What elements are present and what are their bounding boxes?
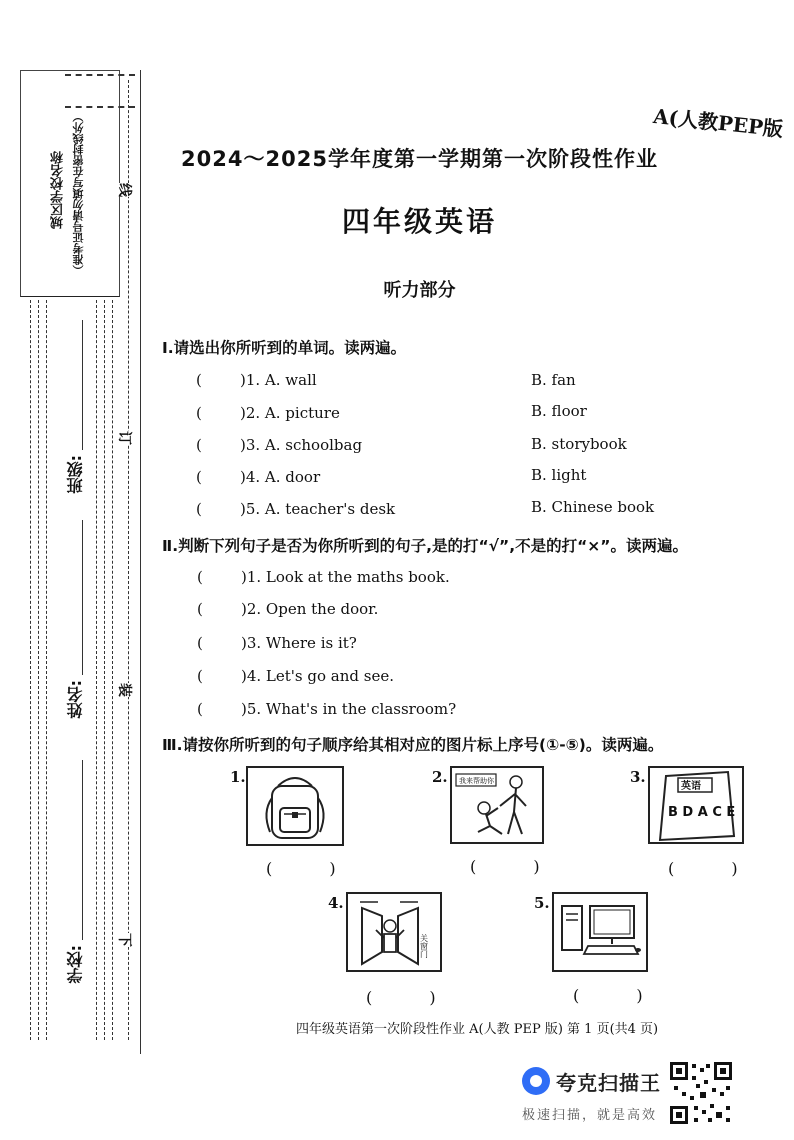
open-door-icon <box>348 894 440 970</box>
answer-paren[interactable]: ( <box>197 700 203 718</box>
page-title: 2024～2025学年度第一学期第一次阶段性作业 <box>181 147 658 171</box>
part2-heading: Ⅱ.判断下列句子是否为你所听到的句子,是的打“√”,不是的打“×”。读两遍。 <box>162 537 688 555</box>
part1-item-5-option-b: B. Chinese book <box>531 498 655 516</box>
scanner-logo-icon <box>522 1067 550 1095</box>
option-a: )3. A. schoolbag <box>240 436 363 454</box>
picture-5-answer[interactable]: ( ) <box>573 986 669 1005</box>
part1-heading: Ⅰ.请选出你所听到的单词。读两遍。 <box>162 339 407 357</box>
part3-heading: Ⅲ.请按你所听到的句子顺序给其相对应的图片标上序号(①-⑤)。读两遍。 <box>162 736 664 754</box>
cut-word-mount: 装 <box>115 683 135 697</box>
answer-paren[interactable]: ( <box>196 404 202 422</box>
option-a: )4. A. door <box>240 468 321 486</box>
section-title: 听力部分 <box>383 280 456 301</box>
sealed-box-text-2: （准考证号请勿填写在密封线外） <box>72 111 85 276</box>
picture-4 <box>346 892 442 972</box>
part1-item-4 <box>196 468 320 486</box>
cut-word-below: 下 <box>115 933 135 947</box>
subject-title: 四年级英语 <box>341 205 497 238</box>
answer-paren[interactable]: ( <box>196 371 202 389</box>
part2-item-3 <box>197 634 357 652</box>
picture-3-caption: 英语 <box>681 781 701 792</box>
scanner-slogan: 极速扫描，就是高效 <box>522 1108 658 1123</box>
picture-4-number: 4. <box>328 894 344 912</box>
page-footer: 四年级英语第一次阶段性作业 A(人教 PEP 版) 第 1 页(共4 页) <box>296 1022 659 1037</box>
english-book-icon <box>650 768 742 842</box>
answer-paren[interactable]: ( <box>196 436 202 454</box>
answer-paren[interactable]: ( <box>197 667 203 685</box>
part1-item-4-option-b: B. light <box>531 466 587 484</box>
picture-3-answer[interactable]: ( ) <box>668 859 764 878</box>
answer-paren[interactable]: ( <box>197 600 203 618</box>
picture-4-caption: 关窗门 <box>419 934 429 958</box>
sentence: )3. Where is it? <box>241 634 357 652</box>
helping-hand-icon <box>452 768 542 842</box>
picture-1-number: 1. <box>230 768 246 786</box>
binding-line-1 <box>30 300 31 1040</box>
picture-2-answer[interactable]: ( ) <box>470 857 566 876</box>
part1-item-3-option-b: B. storybook <box>531 435 627 453</box>
sentence: )1. Look at the maths book. <box>241 568 450 586</box>
binding-line-3 <box>46 300 47 1040</box>
schoolbag-icon <box>248 768 342 844</box>
part2-item-1 <box>197 568 450 586</box>
binding-line-4 <box>96 300 97 1040</box>
part2-item-2 <box>197 600 378 618</box>
answer-paren[interactable]: ( <box>197 568 203 586</box>
part1-item-2-option-b: B. floor <box>531 402 587 420</box>
answer-paren[interactable]: ( <box>197 634 203 652</box>
picture-3-number: 3. <box>630 768 646 786</box>
name-line <box>82 520 83 675</box>
picture-1-answer[interactable]: ( ) <box>266 859 362 878</box>
answer-paren[interactable]: ( <box>196 468 202 486</box>
computer-icon <box>554 894 646 970</box>
cut-word-bind: 订 <box>115 431 135 445</box>
picture-3 <box>648 766 744 844</box>
class-label: 班级: <box>66 455 85 494</box>
picture-4-answer[interactable]: ( ) <box>366 988 462 1007</box>
picture-1 <box>246 766 344 846</box>
part1-item-5 <box>196 500 395 518</box>
part1-item-1-option-b: B. fan <box>531 371 576 389</box>
picture-5-number: 5. <box>534 894 550 912</box>
part1-item-2 <box>196 404 340 422</box>
binding-line-5 <box>104 300 105 1040</box>
edition-label: A(人教PEP版 <box>652 103 785 142</box>
part1-item-3 <box>196 436 362 454</box>
sentence: )4. Let's go and see. <box>241 667 394 685</box>
option-a: )5. A. teacher's desk <box>240 500 396 518</box>
school-line <box>82 760 83 940</box>
binding-line-2 <box>38 300 39 1040</box>
margin-header-dashes <box>65 74 135 108</box>
option-a: )1. A. wall <box>240 371 317 389</box>
school-label: 学校: <box>66 945 85 984</box>
part2-item-5 <box>197 700 456 718</box>
sentence: )5. What's in the classroom? <box>241 700 457 718</box>
class-line <box>82 320 83 450</box>
qr-code-icon <box>670 1062 732 1124</box>
answer-paren[interactable]: ( <box>196 500 202 518</box>
sealed-box-text-1: 城区学校名称 <box>51 151 66 229</box>
binding-line-6 <box>112 300 113 1040</box>
cut-word-line: 线 <box>115 183 135 197</box>
picture-5 <box>552 892 648 972</box>
part2-item-4 <box>197 667 394 685</box>
option-a: )2. A. picture <box>240 404 340 422</box>
picture-2-number: 2. <box>432 768 448 786</box>
picture-3-letters: B D A C E <box>668 805 736 820</box>
sentence: )2. Open the door. <box>241 600 379 618</box>
part1-item-1 <box>196 371 317 389</box>
picture-2-caption: 我来帮助你 <box>459 777 494 785</box>
name-label: 姓名: <box>66 680 85 719</box>
picture-2 <box>450 766 544 844</box>
scanner-brand-name: 夸克扫描王 <box>556 1071 661 1095</box>
